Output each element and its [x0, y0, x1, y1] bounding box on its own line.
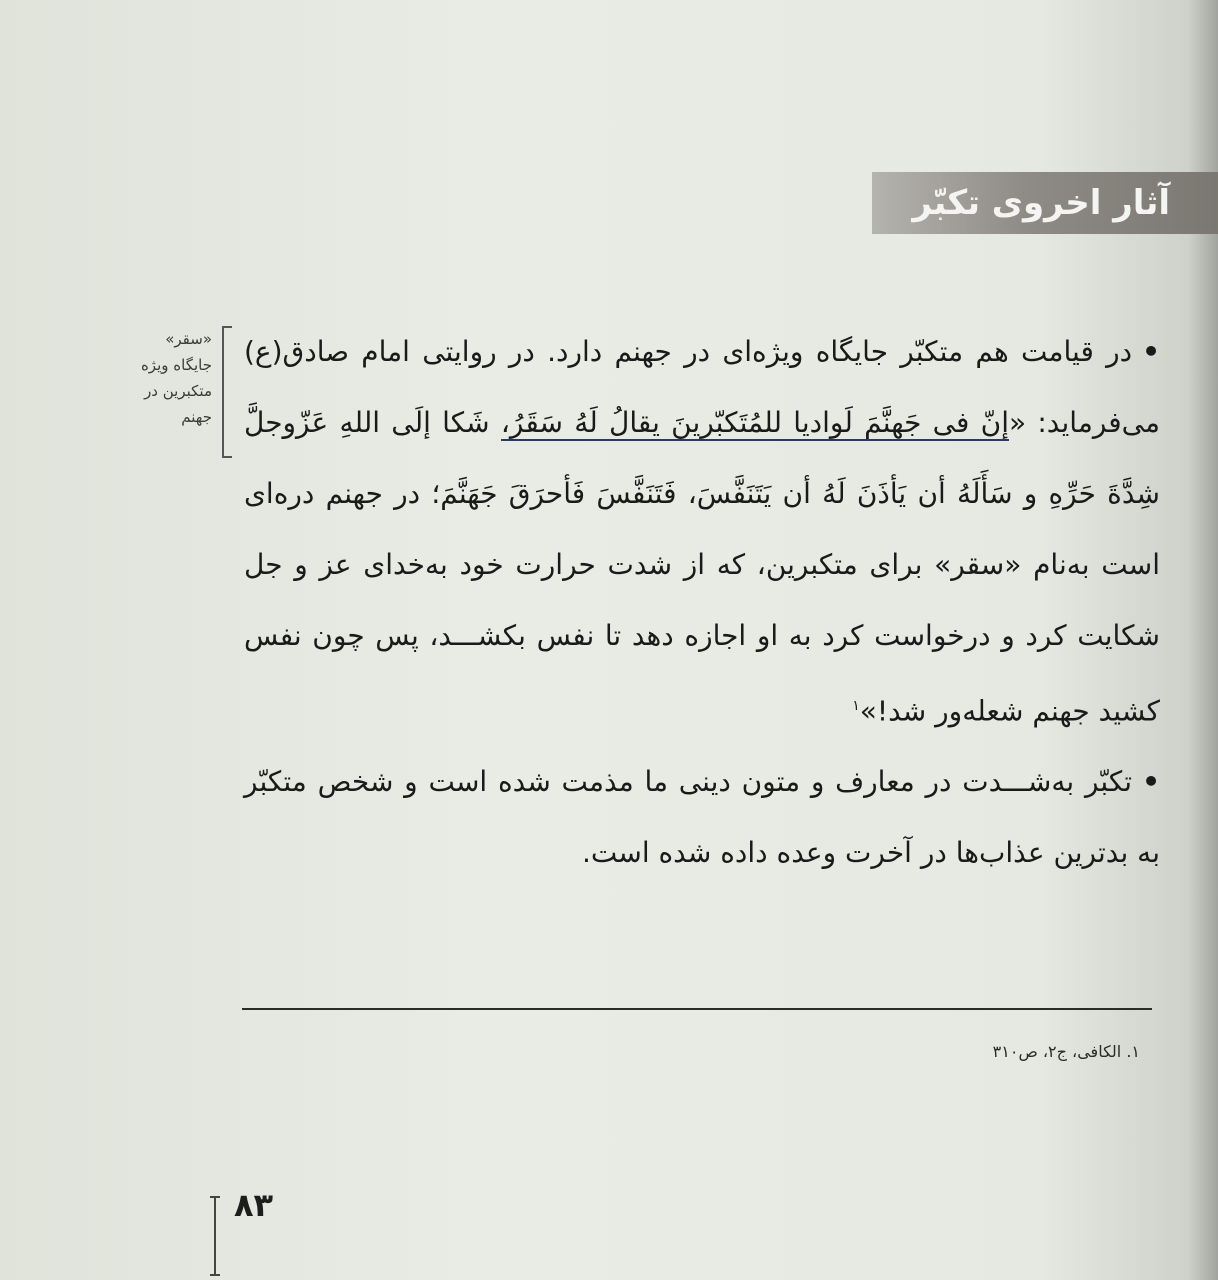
bullet-1: •	[1142, 335, 1160, 368]
section-header	[872, 172, 1218, 234]
hadith-quote-underlined: إنّ فی جَهنَّمَ لَوادیا للمُتَکبّرینَ یقالُ لَهُ سَقَرُ،	[500, 406, 1009, 439]
page-number-bracket	[214, 1196, 216, 1276]
footnote-reference[interactable]: ۱	[852, 698, 860, 714]
footnote: ۱. الکافی، ج۲، ص۳۱۰	[992, 1042, 1140, 1061]
paragraph-1	[244, 316, 1160, 746]
page-number: ۸۳	[234, 1186, 274, 1224]
body-text	[244, 316, 1160, 888]
footnote-divider	[242, 1008, 1152, 1010]
bullet-2: •	[1142, 765, 1160, 799]
paragraph-1-intro: در قیامت هم متکبّر جایگاه ویژه‌ای در جهنم دارد. در روایتی امام صادق(ع) می‌فرماید: «	[244, 335, 1160, 439]
margin-note: «سقر» جایگاه ویژه متکبرین در جهنم	[140, 330, 212, 426]
section-title: آثار اخروی تکبّر	[912, 183, 1170, 223]
paragraph-2-text: تکبّر به‌شـــدت در معارف و متون دینی ما مذمت شده است و شخص متکبّر به بدترین عذاب‌ها در آخرت وعده داده شده است.	[244, 765, 1160, 870]
paragraph-2	[244, 746, 1160, 888]
margin-note-bracket	[222, 326, 232, 458]
paragraph-1-rest: شَکا إلَی اللهِ عَزّوجلَّ شِدَّةَ حَرِّهِ و سَأَلَهُ أن یَأذَنَ لَهُ أن یَتَنَفَّسَ، فَتَنَفَّسَ فَأحرَقَ جَهَنَّمَ؛ در جهنم دره‌ای است به‌نام «سقر» برای متکبرین، که از شدت حرارت خود به‌خدای عز و جل شکایت کرد و درخواست کرد به او اجازه دهد تا نفس بکشـــد، پس چون نفس کشید جهنم شعله‌ور شد!»	[244, 406, 1160, 728]
